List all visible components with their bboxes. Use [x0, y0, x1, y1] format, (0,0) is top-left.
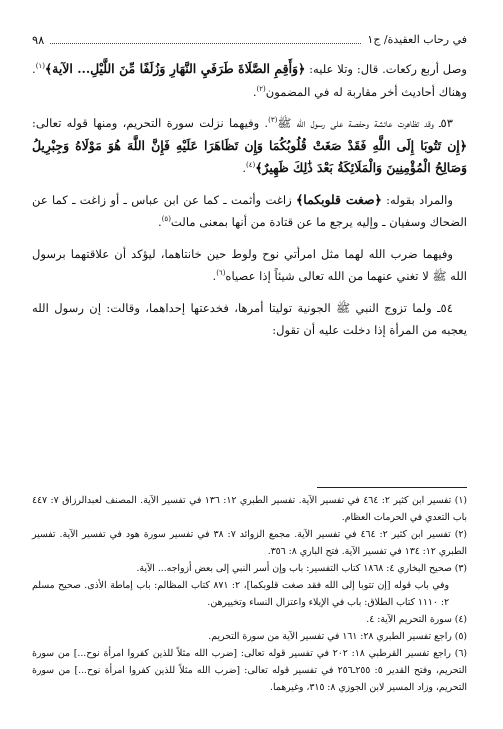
quran-quote: ﴿صغت قلوبكما﴾: [296, 191, 382, 207]
footnote-4: (٤) سورة التحريم الآية: ٤.: [366, 614, 467, 625]
footnote-3-continued: وفي باب قوله [إن تتوبا إلى الله فقد صغت قلوبكما]، ٢: ٨٧١ كتاب المظالم: باب إماطة الأذى. صحيح مسلم ٢: ١١١٠ كتاب الطلاق: باب في الإيلاء واعتزال النساء وتخييرهن.: [32, 580, 449, 608]
paragraph-5: ٥٤ـ ولما تزوج النبي ﷺ الجونية توليتا أمرها، فخدعتها إحداهما، وقالت: إن رسول الله يعجبه من المرأة إذا دخلت عليه أن تقول:: [32, 300, 467, 337]
paragraph-3: والمراد بقوله: ﴿صغت قلوبكما﴾ زاغت وأثمت ـ كما عن ابن عباس ـ أو زاغت ـ كما عن الضحاك وسفيان ـ وإليه يرجع ما عن قتادة من أنها بمعنى مالت$^{(٥)}$.: [32, 191, 467, 229]
footnote-1: (١) تفسير ابن كثير ٢: ٤٦٤ في تفسير الآية. تفسير الطبري ١٢: ١٣٦ في تفسير الآية. المصنف لعبدالرزاق ٧: ٤٤٧ باب التعدي في الحرمات العظام.: [32, 495, 467, 523]
paragraph-4: وفيهما ضرب الله لهما مثل امرأتي نوح ولوط حين خانتاهما، ليؤكد أن علاقتهما برسول الله ﷺ لا تغني عنهما من الله تعالى شيئاً إذا عصياه$^{(٦)}$.: [32, 246, 467, 283]
quran-quote: ﴿وَأَقِمِ الصَّلَاةَ طَرَفَيِ النَّهَارِ وَزُلَفًا مِّنَ اللَّيْلِ... الآية﴾: [44, 61, 306, 76]
running-title: في رحاب العقيدة/ ج١: [367, 33, 467, 46]
footnote-3: (٣) صحيح البخاري ٤: ١٨٦٨ كتاب التفسير: باب وإن أسر النبي إلى بعض أزواجه... الآية.: [136, 563, 467, 574]
footnote-ref: (٢): [256, 84, 266, 93]
main-text: [32, 58, 467, 351]
footnotes: [32, 492, 467, 696]
paragraph-1: وصل أربع ركعات. قال: وتلا عليه: ﴿وَأَقِمِ الصَّلَاةَ طَرَفَيِ النَّهَارِ وَزُلَفًا مِّنَ اللَّيْلِ... الآية﴾$^{(١)}$. وهناك أحاديث أخر مقاربة له في المضمون$^{(٢)}$.: [32, 61, 468, 99]
paragraph-2: ٥٣ـ وقد تظاهرت عائشة وحفصة على رسول الله ﷺ$^{(٣)}$. وفيهما نزلت سورة التحريم، ومنها قوله تعالى: ﴿إِن تَتُوبَا إِلَى اللَّهِ فَقَدْ صَغَتْ قُلُوبُكُمَا وَإِن تَظَاهَرَا عَلَيْهِ فَإِنَّ اللَّهَ هُوَ مَوْلَاهُ وَجِبْرِيلُ وَصَالِحُ الْمُؤْمِنِينَ وَالْمَلَائِكَةُ بَعْدَ ذَٰلِكَ ظَهِيرٌ﴾$^{(٤)}$.: [32, 116, 467, 175]
page-number: ٩٨: [32, 33, 45, 47]
page-header: [32, 33, 467, 47]
footnote-2: (٢) تفسير ابن كثير ٢: ٤٦٤ في تفسير الآية. مجمع الزوائد ٧: ٣٨ في تفسير سورة هود في تفسير الآية. تفسير الطبري ١٢: ١٣٤ في تفسير الآية. فتح الباري ٨: ٣٥٦.: [32, 529, 468, 557]
quran-quote: ﴿إِن تَتُوبَا إِلَى اللَّهِ فَقَدْ صَغَتْ قُلُوبُكُمَا وَإِن تَظَاهَرَا عَلَيْهِ فَإِنَّ اللَّهَ هُوَ مَوْلَاهُ وَجِبْرِيلُ وَصَالِحُ الْمُؤْمِنِينَ وَالْمَلَائِكَةُ بَعْدَ ذَٰلِكَ ظَهِيرٌ﴾: [32, 137, 467, 175]
header-dotted-leader: [50, 43, 361, 44]
footnote-5: (٥) راجع تفسير الطبري ٢٨: ١٦١ في تفسير الآية من سورة التحريم.: [208, 631, 467, 642]
footnote-ref: (٤): [246, 161, 256, 170]
footnote-ref: (٣): [268, 116, 278, 125]
footnote-ref: (٥): [161, 215, 171, 224]
footnote-ref: (٦): [216, 269, 226, 278]
footnote-ref: (١): [35, 62, 45, 71]
footnote-separator: [317, 487, 467, 488]
footnote-6: (٦) راجع تفسير القرطبي ١٨: ٢٠٢ في تفسير قوله تعالى: [ضرب الله مثلاً للذين كفروا امرأة نوح...] من سورة التحريم، وفتح القدير ٥: ٢٥٥ـ٢٥٦ في تفسير قوله تعالى: [ضرب الله مثلاً للذين كفروا امرأة نوح...] من سورة التحريم، وزاد المسير لابن الجوزي ٨: ٣١٥، وغيرهما.: [32, 648, 468, 693]
